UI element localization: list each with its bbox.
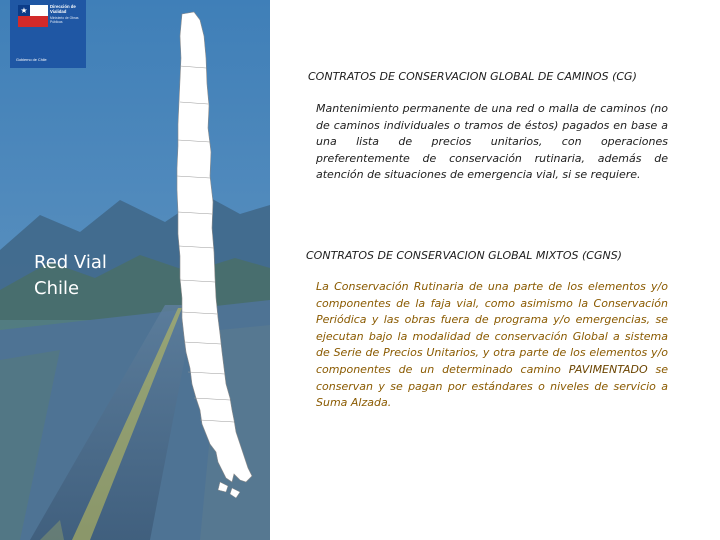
logo-subtitle: Ministerio de Obras Públicas: [50, 16, 79, 24]
chile-map-icon: [160, 6, 260, 540]
paragraph-cg: Mantenimiento permanente de una red o malla de caminos (no de caminos individuales o tramos de éstos) pagados en base a una lista de precios unitarios, con operaciones preferentemente de conservación rutinaria, además de atención de situaciones de emergencia vial, si se requiere.: [316, 102, 668, 182]
paragraph-cgns-text-2: se conservan y se pagan por estándares o niveles de servicio a Suma Alzada.: [316, 362, 669, 410]
paragraph-cgns-highlight: PAVIMENTADO: [568, 362, 648, 376]
logo-footer: Gobierno de Chile: [16, 58, 47, 62]
side-label-line1: Red Vial: [34, 252, 107, 273]
road-photo-panel: [0, 0, 270, 540]
vialidad-logo: [10, 0, 86, 68]
heading-cgns: CONTRATOS DE CONSERVACION GLOBAL MIXTOS (CGNS): [306, 249, 622, 262]
chile-map: [160, 6, 260, 540]
paragraph-cgns-text-1: La Conservación Rutinaria de una parte de los elementos y/o componentes de la faja vial, como asimismo la Conservación Periódica y las obras fuera de programa y/o emergencias, se ejecutan bajo la modalidad de conservación Global a sistema de Serie de Precios Unitarios, y otra parte de los elementos y/o componentes de un determinado camino: [316, 280, 668, 376]
logo-title: Dirección de Vialidad: [50, 4, 76, 14]
heading-cg: CONTRATOS DE CONSERVACION GLOBAL DE CAMINOS (CG): [308, 70, 637, 83]
chile-flag-icon: ★: [18, 5, 48, 27]
side-label: [34, 250, 154, 302]
main-content: [300, 0, 700, 540]
side-label-line2: Chile: [34, 278, 80, 299]
paragraph-cgns: [316, 279, 668, 412]
